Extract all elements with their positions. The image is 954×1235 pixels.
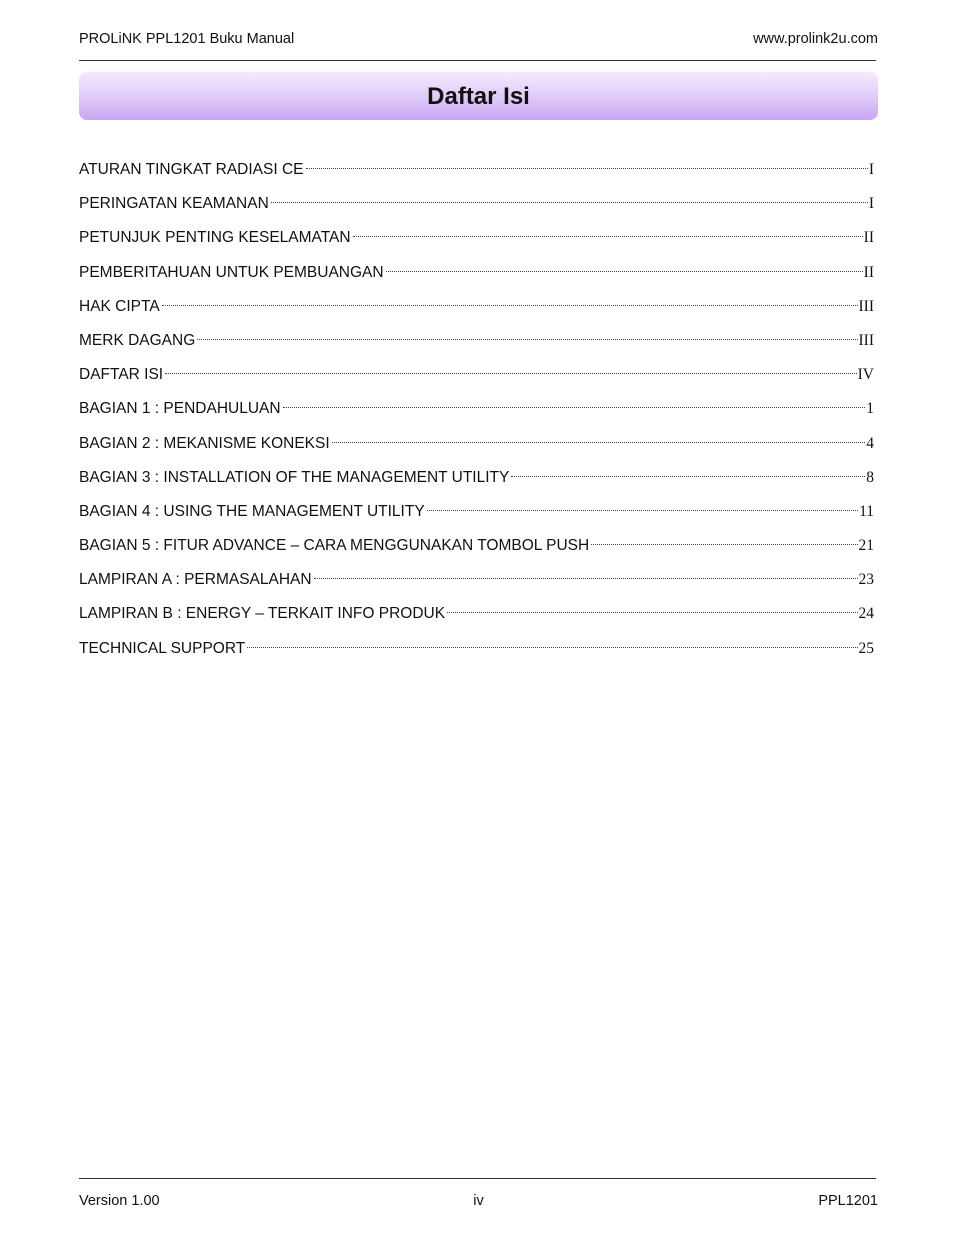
- toc-entry-label: BAGIAN 3 : INSTALLATION OF THE MANAGEMENT UTILITY: [79, 468, 510, 486]
- toc-entry-label: PEMBERITAHUAN UNTUK PEMBUANGAN: [79, 263, 384, 281]
- toc-entry-page: III: [858, 331, 874, 349]
- page-header: [79, 29, 878, 49]
- toc-entry-label: PERINGATAN KEAMANAN: [79, 195, 269, 213]
- toc-entry-page: I: [868, 161, 874, 178]
- toc-entry-label: MERK DAGANG: [79, 331, 196, 349]
- toc-entry-label: PETUNJUK PENTING KESELAMATAN: [79, 229, 351, 247]
- toc-entry-page: I: [868, 195, 874, 213]
- toc-dot-leader: [353, 236, 863, 237]
- toc-dot-leader: [427, 510, 858, 511]
- toc-entry[interactable]: [79, 534, 874, 568]
- toc-dot-leader: [247, 647, 857, 648]
- toc-entry[interactable]: [79, 602, 874, 636]
- header-website: www.prolink2u.com: [753, 31, 878, 47]
- page-title: Daftar Isi: [427, 83, 530, 110]
- toc-entry-page: III: [858, 297, 874, 315]
- toc-entry-label: BAGIAN 4 : USING THE MANAGEMENT UTILITY: [79, 502, 425, 520]
- toc-dot-leader: [162, 305, 858, 306]
- toc-entry[interactable]: [79, 432, 874, 466]
- toc-entry-label: ATURAN TINGKAT RADIASI CE: [79, 161, 304, 178]
- toc-entry-label: DAFTAR ISI: [79, 366, 164, 384]
- toc-entry-label: TECHNICAL SUPPORT: [79, 639, 246, 657]
- toc-dot-leader: [511, 476, 865, 477]
- toc-entry[interactable]: [79, 261, 874, 295]
- toc-entry-label: BAGIAN 2 : MEKANISME KONEKSI: [79, 434, 330, 452]
- toc-entry-page: 1: [866, 400, 874, 418]
- table-of-contents: [79, 158, 874, 671]
- title-banner: [79, 71, 878, 120]
- toc-entry-label: BAGIAN 5 : FITUR ADVANCE – CARA MENGGUNAKAN TOMBOL PUSH: [79, 537, 590, 555]
- toc-entry[interactable]: [79, 295, 874, 329]
- toc-dot-leader: [306, 168, 868, 169]
- toc-entry[interactable]: [79, 226, 874, 260]
- toc-entry-page: 21: [858, 537, 874, 555]
- toc-dot-leader: [165, 373, 857, 374]
- toc-entry-page: 24: [858, 605, 874, 623]
- toc-entry[interactable]: [79, 637, 874, 671]
- toc-entry-page: 23: [858, 571, 874, 589]
- toc-entry-page: 4: [866, 434, 874, 452]
- toc-entry[interactable]: [79, 466, 874, 500]
- toc-entry-label: LAMPIRAN B : ENERGY – TERKAIT INFO PRODUK: [79, 605, 446, 623]
- toc-entry-page: 11: [859, 502, 874, 520]
- toc-entry-page: 25: [858, 639, 874, 657]
- toc-entry[interactable]: [79, 192, 874, 226]
- toc-entry-page: II: [863, 229, 874, 247]
- toc-dot-leader: [447, 612, 857, 613]
- header-document-title: PROLiNK PPL1201 Buku Manual: [79, 31, 295, 47]
- toc-dot-leader: [283, 407, 866, 408]
- toc-entry-page: II: [863, 263, 874, 281]
- toc-entry-page: 8: [866, 468, 874, 486]
- toc-entry-label: HAK CIPTA: [79, 297, 160, 315]
- footer-divider: [79, 1178, 876, 1179]
- toc-entry-page: IV: [857, 366, 874, 384]
- toc-entry-label: LAMPIRAN A : PERMASALAHAN: [79, 571, 312, 589]
- toc-entry[interactable]: [79, 158, 874, 192]
- toc-dot-leader: [332, 442, 866, 443]
- toc-entry[interactable]: [79, 500, 874, 534]
- toc-entry[interactable]: [79, 329, 874, 363]
- toc-dot-leader: [386, 271, 863, 272]
- toc-dot-leader: [197, 339, 857, 340]
- toc-entry-label: BAGIAN 1 : PENDAHULUAN: [79, 400, 281, 418]
- header-divider: [79, 60, 876, 61]
- toc-dot-leader: [314, 578, 858, 579]
- toc-dot-leader: [271, 202, 868, 203]
- page-footer: [79, 1191, 878, 1211]
- footer-model: PPL1201: [818, 1193, 878, 1209]
- toc-entry[interactable]: [79, 397, 874, 431]
- toc-entry[interactable]: [79, 568, 874, 602]
- toc-entry[interactable]: [79, 363, 874, 397]
- toc-dot-leader: [591, 544, 857, 545]
- footer-version: Version 1.00: [79, 1193, 160, 1209]
- footer-page-number: iv: [473, 1193, 484, 1209]
